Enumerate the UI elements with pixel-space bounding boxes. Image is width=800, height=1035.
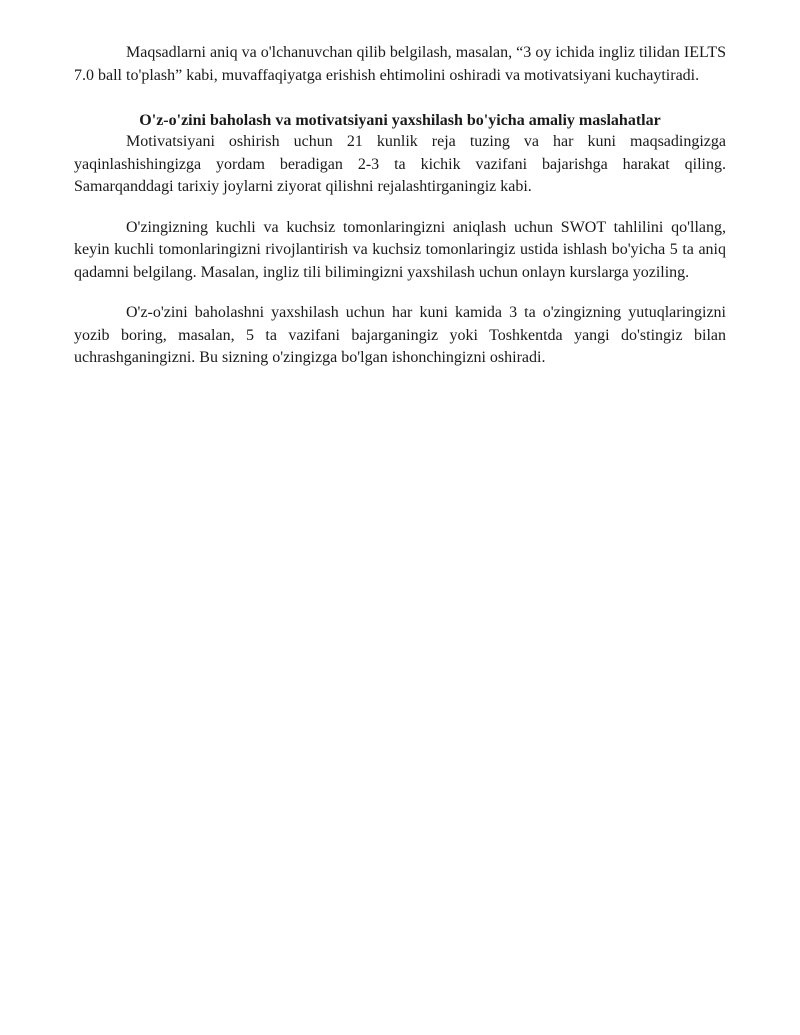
paragraph-3: O'z-o'zini baholashni yaxshilash uchun har kuni kamida 3 ta o'zingizning yutuqlaringizni yozib boring, masalan, 5 ta vazifani bajarganingiz yoki Toshkentda yangi do'stingiz bilan uchrashganingizni. Bu sizning o'zingizga bo'lgan ishonchingizni oshiradi. — [74, 304, 726, 366]
section-heading: O'z-o'zini baholash va motivatsiyani yaxshilash bo'yicha amaliy maslahatlar — [139, 112, 661, 129]
intro-paragraph: Maqsadlarni aniq va o'lchanuvchan qilib belgilash, masalan, “3 oy ichida ingliz tilidan IELTS 7.0 ball to'plash” kabi, muvaffaqiyatga erishish ehtimolini oshiradi va motivatsiyani kuchaytiradi. — [74, 44, 726, 84]
paragraph-1: Motivatsiyani oshirish uchun 21 kunlik reja tuzing va har kuni maqsadingizga yaqinlashishingizga yordam beradigan 2-3 ta kichik vazifani bajarishga harakat qiling. Samarqanddagi tarixiy joylarni ziyorat qilishni rejalashtirganingiz kabi. — [74, 133, 726, 195]
paragraph-2: O'zingizning kuchli va kuchsiz tomonlaringizni aniqlash uchun SWOT tahlilini qo'llang, keyin kuchli tomonlaringizni rivojlantirish va kuchsiz tomonlaringiz ustida ishlash bo'yicha 5 ta aniq qadamni belgilang. Masalan, ingliz tili bilimingizni yaxshilash uchun onlayn kurslarga yoziling. — [74, 218, 726, 281]
document-page — [74, 42, 726, 370]
